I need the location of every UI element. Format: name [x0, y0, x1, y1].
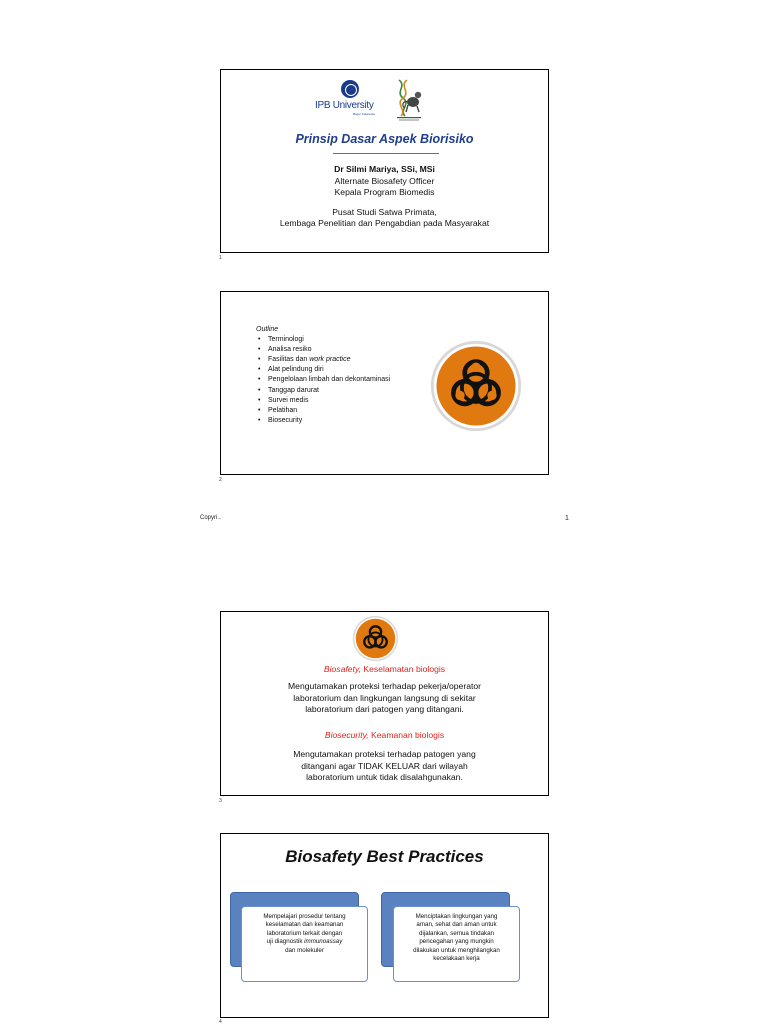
- institution-line-2: Lembaga Penelitian dan Pengabdian pada Masyarakat: [279, 218, 490, 228]
- author-name: Dr Silmi Mariya, SSi, MSi: [334, 164, 435, 174]
- biosecurity-heading: Biosecurity, Keamanan biologis: [324, 730, 445, 740]
- institution-line-1: Pusat Studi Satwa Primata,: [332, 206, 437, 217]
- title-divider: [333, 153, 439, 154]
- outline-item: • Pengelolaan limbah dan dekontaminasi: [256, 375, 390, 385]
- biosafety-heading: Biosafety, Keselamatan biologis: [323, 664, 446, 674]
- footer-page-number: 1: [565, 515, 569, 522]
- outline-item: [256, 355, 390, 365]
- slide-1-details: [221, 164, 548, 230]
- slide-4: [220, 833, 549, 1018]
- slide-3: [220, 611, 549, 796]
- outline-item: • Alat pelindung diri: [256, 365, 390, 375]
- best-practice-card-2: Menciptakan lingkungan yang aman, sehat dan aman untuk dijalankan, semua tindakan pencegahan yang mungkin dilakukan untuk menghilangkan kecelakaan kerja: [393, 906, 520, 982]
- outline-item: • Survei medis: [256, 396, 390, 406]
- outline-item: • Biosecurity: [256, 416, 390, 426]
- slide-1-title: Prinsip Dasar Aspek Biorisiko: [295, 132, 474, 146]
- outline-item: • Analisa resiko: [256, 345, 390, 355]
- slide-4-title: Biosafety Best Practices: [285, 847, 484, 866]
- biosecurity-definition: Mengutamakan proteksi terhadap patogen yang ditangani agar TIDAK KELUAR dari wilayah laboratorium untuk tidak disalahgunakan.: [293, 749, 476, 783]
- ipb-logo-sub: Bogor Indonesia: [353, 112, 375, 116]
- outline-item: • Tanggap darurat: [256, 386, 390, 396]
- outline-item-text: Fasilitas dan work practice: [268, 356, 351, 364]
- biohazard-icon: [352, 615, 399, 662]
- ipb-logo-name: IPB University: [315, 100, 374, 111]
- slide-number-2: 2: [219, 477, 222, 483]
- author-role-2: Kepala Program Biomedis: [334, 187, 435, 197]
- outline-list: [256, 325, 390, 426]
- author-role-1: Alternate Biosafety Officer: [334, 175, 435, 186]
- slide-number-1: 1: [219, 255, 222, 261]
- outline-item: • Pelatihan: [256, 406, 390, 416]
- slide-number-4: 4: [219, 1019, 222, 1024]
- slide-number-3: 3: [219, 798, 222, 804]
- footer-copyright: Copyri...: [200, 515, 221, 521]
- biosafety-definition: Mengutamakan proteksi terhadap pekerja/operator laboratorium dan lingkungan langsung di sekitar laboratorium dari patogen yang ditangani.: [288, 681, 481, 715]
- slide-1: [220, 69, 549, 253]
- best-practice-card-1: Mempelajari prosedur tentang keselamatan dan keamanan laboratorium terkait dengan uji diagnostik immunoassay dan molekuler: [241, 906, 368, 982]
- primate-center-logo-icon: [393, 78, 425, 122]
- slide-2: [220, 291, 549, 475]
- outline-title: Outline: [256, 326, 279, 333]
- outline-item: • Terminologi: [256, 335, 390, 345]
- ipb-seal-icon: [341, 80, 359, 98]
- biohazard-icon: [429, 339, 523, 433]
